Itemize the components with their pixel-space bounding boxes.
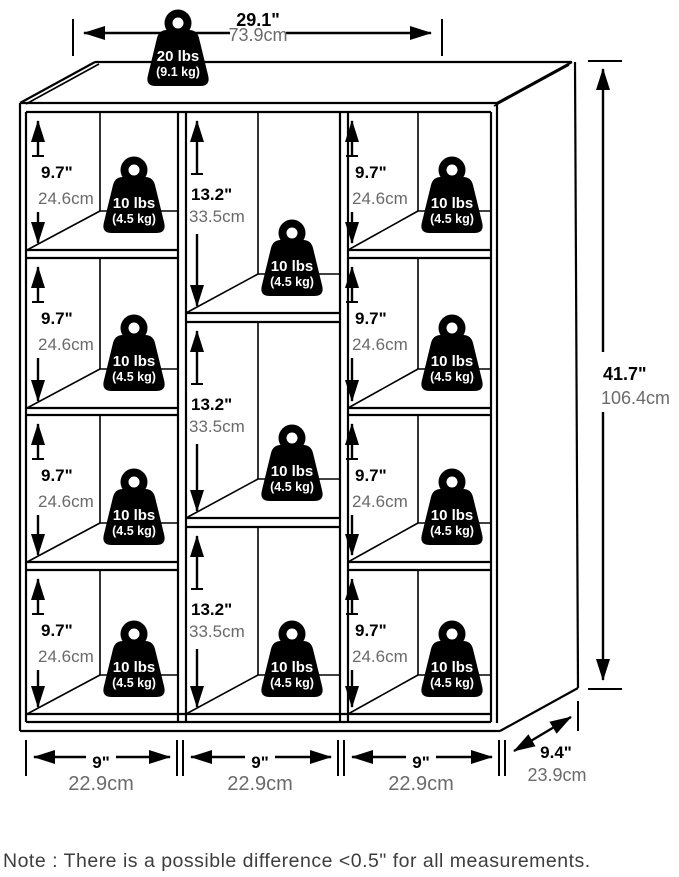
weight-badge [103,621,164,698]
side-back-edge [575,62,578,688]
svg-text:10 lbs: 10 lbs [112,353,156,370]
dim-left-cube-1 [32,121,94,243]
svg-text:(4.5 kg): (4.5 kg) [430,212,474,226]
svg-text:24.6cm: 24.6cm [352,492,408,511]
dim-right-cube-4 [346,579,408,707]
svg-text:(4.5 kg): (4.5 kg) [270,275,314,289]
svg-text:9.7": 9.7" [355,309,387,328]
svg-text:9.7": 9.7" [41,466,73,485]
weight-badge [421,469,482,546]
top-width-inches: 29.1" [236,10,280,30]
svg-text:9.7": 9.7" [41,621,73,640]
height-cm: 106.4cm [601,388,671,408]
svg-text:9.7": 9.7" [355,621,387,640]
depth-cm: 23.9cm [527,765,587,785]
svg-text:24.6cm: 24.6cm [38,492,94,511]
svg-text:24.6cm: 24.6cm [352,189,408,208]
svg-text:10 lbs: 10 lbs [430,507,474,524]
svg-text:13.2": 13.2" [191,600,233,619]
svg-text:(4.5 kg): (4.5 kg) [112,524,156,538]
svg-text:10 lbs: 10 lbs [112,507,156,524]
dim-middle-section-3 [189,536,245,707]
dim-left-cube-2 [32,267,94,401]
weight-badge [103,157,164,234]
svg-text:10 lbs: 10 lbs [270,258,314,275]
svg-text:9": 9" [251,753,269,772]
dim-left-cube-3 [32,424,94,555]
cube-perspective-lines [27,112,491,714]
weight-badge [421,157,482,234]
top-face-left-edge [20,62,95,103]
note-text: Note : There is a possible difference <0.5" for all measurements. [3,850,591,872]
svg-text:24.6cm: 24.6cm [38,647,94,666]
dim-right-cube-1 [346,121,408,243]
weight-badge [261,220,322,297]
top-width-cm: 73.9cm [228,25,288,45]
weight-badge [103,315,164,392]
svg-text:(4.5 kg): (4.5 kg) [430,676,474,690]
top-weight-kg: (9.1 kg) [156,65,200,79]
svg-text:10 lbs: 10 lbs [112,659,156,676]
svg-text:9.7": 9.7" [41,309,73,328]
top-face-left-edge-inner [26,64,99,104]
dim-middle-section-1 [189,121,245,306]
dim-top-width [73,10,442,56]
svg-text:(4.5 kg): (4.5 kg) [270,480,314,494]
top-face-right-edge-inner [494,65,569,106]
svg-text:(4.5 kg): (4.5 kg) [112,370,156,384]
svg-text:24.6cm: 24.6cm [352,647,408,666]
svg-text:33.5cm: 33.5cm [189,417,245,436]
svg-text:33.5cm: 33.5cm [189,622,245,641]
side-bottom-edge [500,688,578,731]
dim-bottom-widths [26,740,505,795]
top-weight-badge [147,10,208,87]
height-inches: 41.7" [603,364,647,384]
svg-text:24.6cm: 24.6cm [38,335,94,354]
svg-text:(4.5 kg): (4.5 kg) [112,676,156,690]
svg-text:9": 9" [412,753,430,772]
weight-badge [261,425,322,502]
dim-right-cube-2 [346,267,408,401]
svg-text:(4.5 kg): (4.5 kg) [430,524,474,538]
svg-text:(4.5 kg): (4.5 kg) [112,212,156,226]
dim-left-cube-4 [32,579,94,707]
svg-text:22.9cm: 22.9cm [227,773,293,795]
svg-text:13.2": 13.2" [191,185,233,204]
svg-text:10 lbs: 10 lbs [430,659,474,676]
svg-text:(4.5 kg): (4.5 kg) [430,370,474,384]
svg-text:22.9cm: 22.9cm [68,773,134,795]
svg-text:9.7": 9.7" [41,163,73,182]
depth-inches: 9.4" [540,743,572,762]
svg-text:22.9cm: 22.9cm [388,773,454,795]
svg-text:24.6cm: 24.6cm [352,335,408,354]
top-weight-lbs: 20 lbs [156,48,200,65]
dim-right-cube-3 [346,424,408,555]
dim-total-height [588,61,670,689]
svg-text:10 lbs: 10 lbs [112,195,156,212]
weight-badge [103,469,164,546]
svg-text:9.7": 9.7" [355,466,387,485]
weight-badge [421,315,482,392]
svg-text:33.5cm: 33.5cm [189,207,245,226]
svg-text:9.7": 9.7" [355,163,387,182]
svg-text:(4.5 kg): (4.5 kg) [270,676,314,690]
dim-middle-section-2 [189,331,245,511]
svg-text:9": 9" [92,753,110,772]
svg-text:10 lbs: 10 lbs [430,353,474,370]
svg-text:10 lbs: 10 lbs [270,659,314,676]
svg-text:13.2": 13.2" [191,395,233,414]
dim-depth [514,701,587,785]
svg-text:10 lbs: 10 lbs [430,195,474,212]
weight-badge [421,621,482,698]
svg-text:24.6cm: 24.6cm [38,189,94,208]
top-face-right-edge [497,62,572,103]
svg-text:10 lbs: 10 lbs [270,463,314,480]
weight-badge [261,621,322,698]
